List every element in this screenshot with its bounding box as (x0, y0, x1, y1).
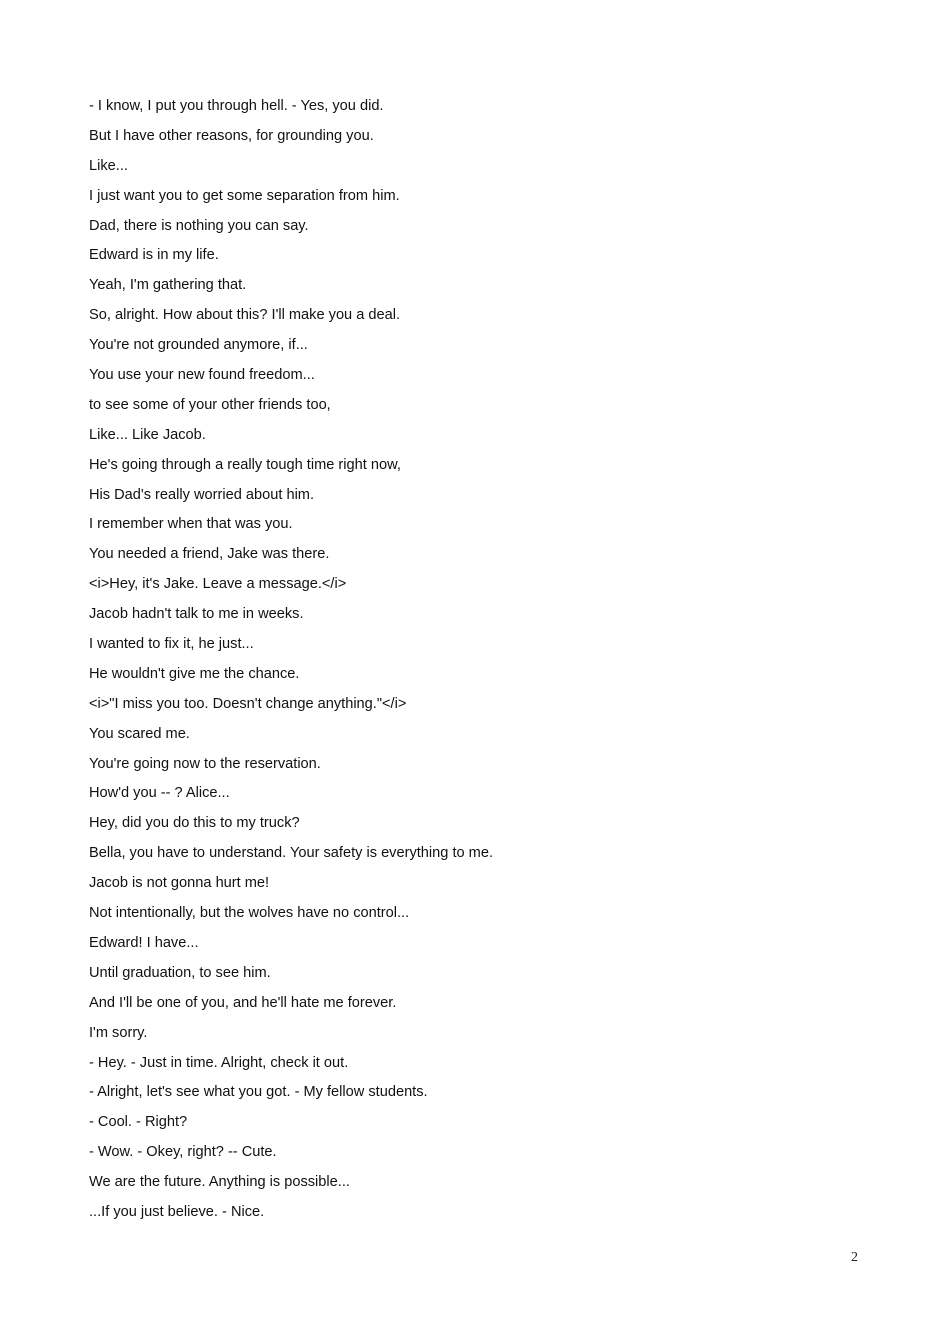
text-line: Like... Like Jacob. (89, 426, 206, 443)
text-line: Yeah, I'm gathering that. (89, 277, 247, 294)
text-line: Hey, did you do this to my truck? (89, 815, 300, 832)
text-line: His Dad's really worried about him. (89, 486, 315, 503)
text-line: You're going now to the reservation. (89, 755, 321, 772)
text-line: Jacob is not gonna hurt me! (89, 875, 270, 892)
text-line: I wanted to fix it, he just... (89, 636, 254, 653)
text-line: Bella, you have to understand. Your safety is everything to me. (89, 845, 494, 862)
text-line: I remember when that was you. (89, 516, 293, 533)
text-line: I just want you to get some separation from him. (89, 187, 400, 204)
text-line: ...If you just believe. - Nice. (89, 1203, 265, 1220)
text-line: - Hey. - Just in time. Alright, check it out. (89, 1054, 349, 1071)
text-line: <i>Hey, it's Jake. Leave a message.</i> (89, 576, 347, 593)
text-line: <i>"I miss you too. Doesn't change anything."</i> (89, 695, 407, 712)
text-line: So, alright. How about this? I'll make you a deal. (89, 307, 401, 324)
text-line: Dad, there is nothing you can say. (89, 217, 309, 234)
text-line: Edward! I have... (89, 934, 199, 951)
page-number: 2 (851, 1250, 858, 1265)
text-line: I'm sorry. (89, 1024, 148, 1041)
text-line: Edward is in my life. (89, 247, 219, 264)
text-line: - Wow. - Okey, right? -- Cute. (89, 1144, 277, 1161)
text-line: - I know, I put you through hell. - Yes, you did. (89, 98, 384, 114)
text-line: Like... (89, 157, 128, 174)
text-line: And I'll be one of you, and he'll hate me forever. (89, 994, 397, 1011)
subtitle-lines (89, 95, 493, 1231)
text-line: But I have other reasons, for grounding you. (89, 127, 374, 144)
text-line: How'd you -- ? Alice... (89, 785, 230, 802)
text-line: You're not grounded anymore, if... (89, 337, 308, 354)
text-line: Not intentionally, but the wolves have no control... (89, 905, 410, 922)
text-line: You needed a friend, Jake was there. (89, 546, 330, 563)
text-line: He wouldn't give me the chance. (89, 665, 300, 682)
text-line: Jacob hadn't talk to me in weeks. (89, 606, 304, 623)
text-line: Until graduation, to see him. (89, 964, 271, 981)
text-line: He's going through a really tough time right now, (89, 456, 401, 473)
text-line: You scared me. (89, 725, 190, 742)
text-line: - Alright, let's see what you got. - My fellow students. (89, 1084, 428, 1101)
text-line: - Cool. - Right? (89, 1114, 188, 1131)
text-line: to see some of your other friends too, (89, 396, 331, 413)
text-line: You use your new found freedom... (89, 367, 315, 384)
text-line: We are the future. Anything is possible... (89, 1174, 350, 1191)
